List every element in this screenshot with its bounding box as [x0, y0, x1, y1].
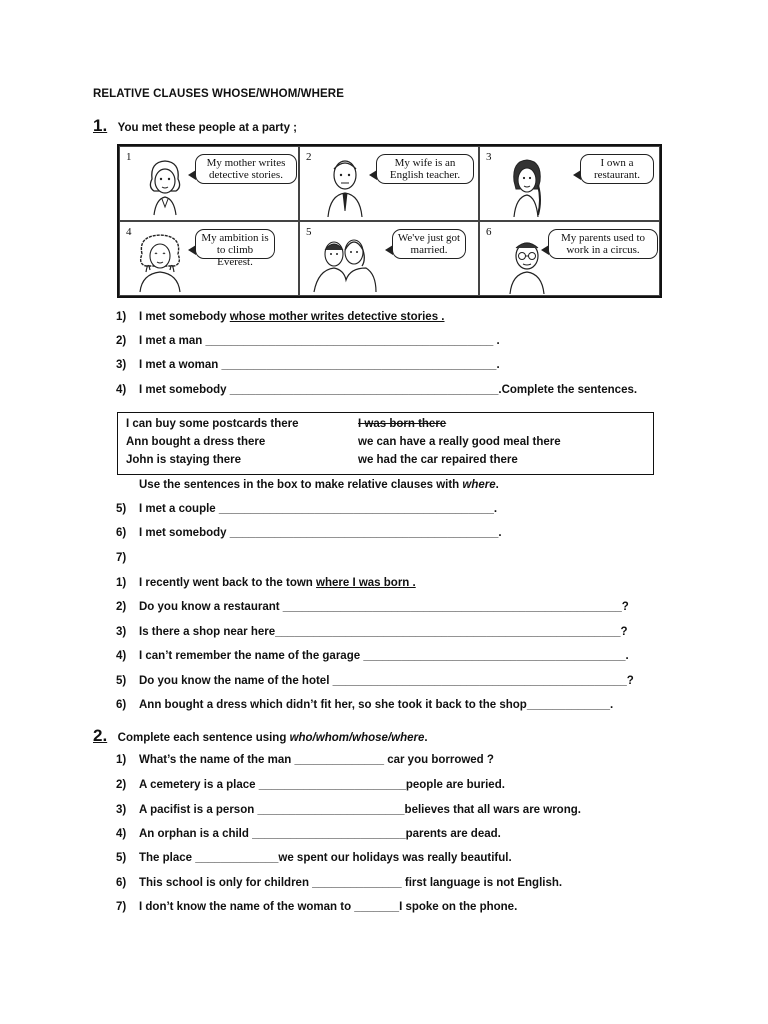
item-text: Do you know a restaurant: [139, 601, 283, 613]
exercise-item: [116, 828, 501, 840]
exercise-item: [116, 577, 416, 589]
item-text: Is there a shop near here: [139, 626, 276, 638]
section-2-heading: [93, 726, 428, 746]
picture-cell-6: [479, 221, 660, 296]
item-text: I met a woman: [139, 359, 222, 371]
section-1-title: You met these people at a party ;: [117, 122, 297, 134]
item-number: 5): [116, 852, 127, 864]
exercise-item: [116, 335, 500, 347]
item-number: 5): [116, 675, 127, 687]
item-text: The place _____________we spent our holidays was really beautiful.: [139, 852, 512, 864]
exercise-item: [116, 779, 505, 791]
speech-bubble-3: I own a restaurant.: [580, 154, 654, 184]
box-sentence: Ann bought a dress there: [126, 436, 266, 448]
box-sentence-crossed: I was born there: [358, 418, 447, 430]
item-text: I met somebody: [139, 384, 230, 396]
exercise-item: [116, 359, 500, 371]
instruction-end: .: [495, 479, 499, 491]
speech-bubble-4: My ambition is to climb Everest.: [195, 229, 275, 259]
picture-cell-2: [299, 146, 479, 221]
section-1-heading: [93, 116, 297, 136]
section-2-title: [118, 732, 428, 744]
item-number: 3): [116, 626, 127, 638]
item-number: 4): [116, 828, 127, 840]
exercise-item: [116, 503, 497, 515]
exercise-item: [116, 901, 517, 913]
item-number: 1): [116, 754, 127, 766]
item-blank: __________________________________________.Complete the sentences.: [229, 384, 638, 396]
item-text: I met somebody __________________________________________.: [139, 527, 502, 539]
box-sentence: John is staying there: [126, 454, 242, 466]
section-1-number: 1.: [93, 116, 108, 135]
item-text: Do you know the name of the hotel: [139, 675, 333, 687]
exercise-item: [116, 675, 634, 687]
item-text: A pacifist is a person _______________________believes that all wars are wrong.: [139, 804, 581, 816]
heading-main: Complete each sentence using: [117, 732, 290, 744]
picture-cell-3: [479, 146, 660, 221]
item-blank: _____________.: [526, 699, 614, 711]
picture-cell-1: [119, 146, 299, 221]
woman-portrait-icon: [140, 157, 190, 219]
item-text: I met a couple ___________________________________________.: [139, 503, 498, 515]
exercise-item: [116, 527, 502, 539]
item-number: 3): [116, 359, 127, 371]
item-blank: _____________________________________________________?: [282, 601, 629, 613]
item-blank: ______________________________________________________?: [275, 626, 628, 638]
exercise-item: [116, 626, 628, 638]
picture-number: 6: [486, 226, 492, 238]
item-answer: whose mother writes detective stories .: [229, 311, 445, 323]
picture-number: 1: [126, 151, 132, 163]
item-text: I recently went back to the town: [139, 577, 317, 589]
item-number: 5): [116, 503, 127, 515]
box-sentence: we had the car repaired there: [358, 454, 518, 466]
exercise-item: [116, 852, 512, 864]
woman-dreaming-icon: [132, 230, 188, 294]
exercise-item: [116, 650, 629, 662]
couple-portrait-icon: [310, 230, 380, 294]
item-number: 2): [116, 601, 127, 613]
picture-cell-5: [299, 221, 479, 296]
item-blank: ______________________________________________?: [332, 675, 634, 687]
item-text: A cemetery is a place _______________________people are buried.: [139, 779, 505, 791]
sentence-box: [117, 412, 654, 475]
item-text: I met somebody: [139, 311, 230, 323]
item-blank: ___________________________________________.: [221, 359, 500, 371]
exercise-item: [116, 699, 613, 711]
exercise-item: [116, 877, 562, 889]
picture-number: 4: [126, 226, 132, 238]
exercise-item: [116, 311, 445, 323]
worksheet-title: RELATIVE CLAUSES WHOSE/WHOM/WHERE: [93, 88, 344, 100]
item-number: 7): [116, 901, 127, 913]
item-number: 1): [116, 577, 127, 589]
item-text: An orphan is a child ________________________parents are dead.: [139, 828, 501, 840]
item-number: 4): [116, 650, 127, 662]
item-seven-label: 7): [116, 552, 127, 564]
exercise-item: [116, 804, 581, 816]
man-portrait-icon: [320, 153, 370, 219]
exercise-item: [116, 601, 629, 613]
picture-cell-4: [119, 221, 299, 296]
item-text: I don’t know the name of the woman to _______I spoke on the phone.: [139, 901, 518, 913]
instruction-text: [139, 479, 499, 491]
heading-keyword: who/whom/whose/where: [289, 732, 425, 744]
box-sentence: we can have a really good meal there: [358, 436, 561, 448]
item-text: This school is only for children ______________ first language is not English.: [139, 877, 563, 889]
item-number: 2): [116, 779, 127, 791]
picture-number: 3: [486, 151, 492, 163]
section-2-number: 2.: [93, 726, 108, 745]
speech-bubble-6: My parents used to work in a circus.: [548, 229, 658, 259]
instruction-keyword: where: [462, 479, 496, 491]
item-number: 1): [116, 311, 127, 323]
exercise-item: [116, 754, 494, 766]
item-number: 6): [116, 699, 127, 711]
item-text: I can’t remember the name of the garage: [139, 650, 364, 662]
item-text: I met a man: [139, 335, 206, 347]
picture-number: 2: [306, 151, 312, 163]
picture-grid: [117, 144, 662, 298]
item-text: Ann bought a dress which didn’t fit her, so she took it back to the shop: [139, 699, 527, 711]
exercise-item: [116, 384, 637, 396]
instruction-main: Use the sentences in the box to make relative clauses with: [139, 479, 463, 491]
item-blank: _____________________________________________ .: [205, 335, 500, 347]
box-sentence: I can buy some postcards there: [126, 418, 299, 430]
item-number: 6): [116, 527, 127, 539]
item-answer: where I was born .: [316, 577, 416, 589]
speech-bubble-5: We've just got married.: [392, 229, 466, 259]
speech-bubble-2: My wife is an English teacher.: [376, 154, 474, 184]
item-text: What’s the name of the man ______________ car you borrowed ?: [139, 754, 494, 766]
item-number: 4): [116, 384, 127, 396]
item-number: 6): [116, 877, 127, 889]
item-number: 2): [116, 335, 127, 347]
speech-bubble-1: My mother writes detective stories.: [195, 154, 297, 184]
picture-number: 5: [306, 226, 312, 238]
item-number: 3): [116, 804, 127, 816]
heading-end: .: [424, 732, 428, 744]
woman-portrait-icon: [502, 155, 552, 219]
item-blank: _________________________________________.: [363, 650, 629, 662]
man-with-glasses-icon: [502, 234, 552, 296]
